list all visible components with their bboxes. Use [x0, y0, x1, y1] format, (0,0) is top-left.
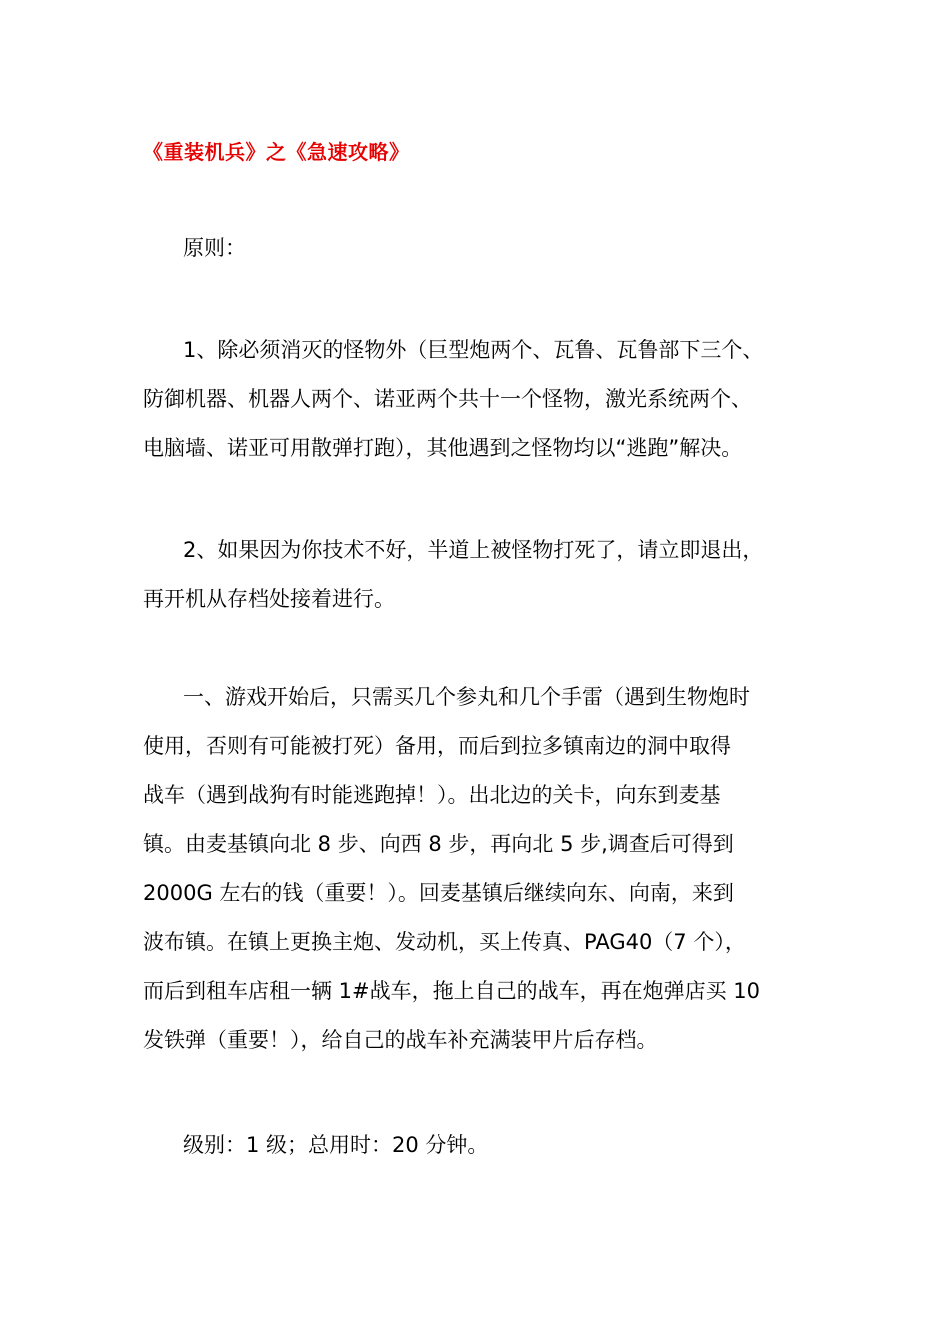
step-1-paragraph [143, 673, 833, 1065]
principle-heading-text: 原则： [183, 236, 246, 260]
step-1-line: 使用，否则有可能被打死）备用，而后到拉多镇南边的洞中取得 [143, 734, 731, 758]
rule-2-paragraph [143, 526, 833, 624]
rule-1-line: 电脑墙、诺亚可用散弹打跑），其他遇到之怪物均以“逃跑”解决。 [143, 436, 743, 460]
step-1-line: 而后到租车店租一辆 1#战车，拖上自己的战车，再在炮弹店买 10 [143, 979, 761, 1003]
rule-1-line: 1、除必须消灭的怪物外（巨型炮两个、瓦鲁、瓦鲁部下三个、 [183, 338, 764, 362]
rule-2-line: 再开机从存档处接着进行。 [143, 587, 395, 611]
summary-text: 级别：1 级；总用时：20 分钟。 [183, 1133, 489, 1157]
document-title: 《重装机兵》之《急速攻略》 [143, 140, 410, 164]
summary-paragraph [143, 1121, 833, 1170]
step-1-line: 一、游戏开始后，只需买几个参丸和几个手雷（遇到生物炮时 [183, 685, 750, 709]
rule-2-line: 2、如果因为你技术不好，半道上被怪物打死了，请立即退出， [183, 538, 764, 562]
rule-1-paragraph [143, 326, 833, 473]
step-1-line: 发铁弹（重要！），给自己的战车补充满装甲片后存档。 [143, 1028, 658, 1052]
step-1-line: 波布镇。在镇上更换主炮、发动机，买上传真、PAG40（7 个）， [143, 930, 746, 954]
step-1-line: 2000G 左右的钱（重要！）。回麦基镇后继续向东、向南，来到 [143, 881, 734, 905]
step-1-line: 镇。由麦基镇向北 8 步、向西 8 步，再向北 5 步,调查后可得到 [143, 832, 734, 856]
step-1-line: 战车（遇到战狗有时能逃跑掉！）。出北边的关卡，向东到麦基 [143, 783, 721, 807]
principle-heading [143, 224, 833, 273]
rule-1-line: 防御机器、机器人两个、诺亚两个共十一个怪物，激光系统两个、 [143, 387, 752, 411]
